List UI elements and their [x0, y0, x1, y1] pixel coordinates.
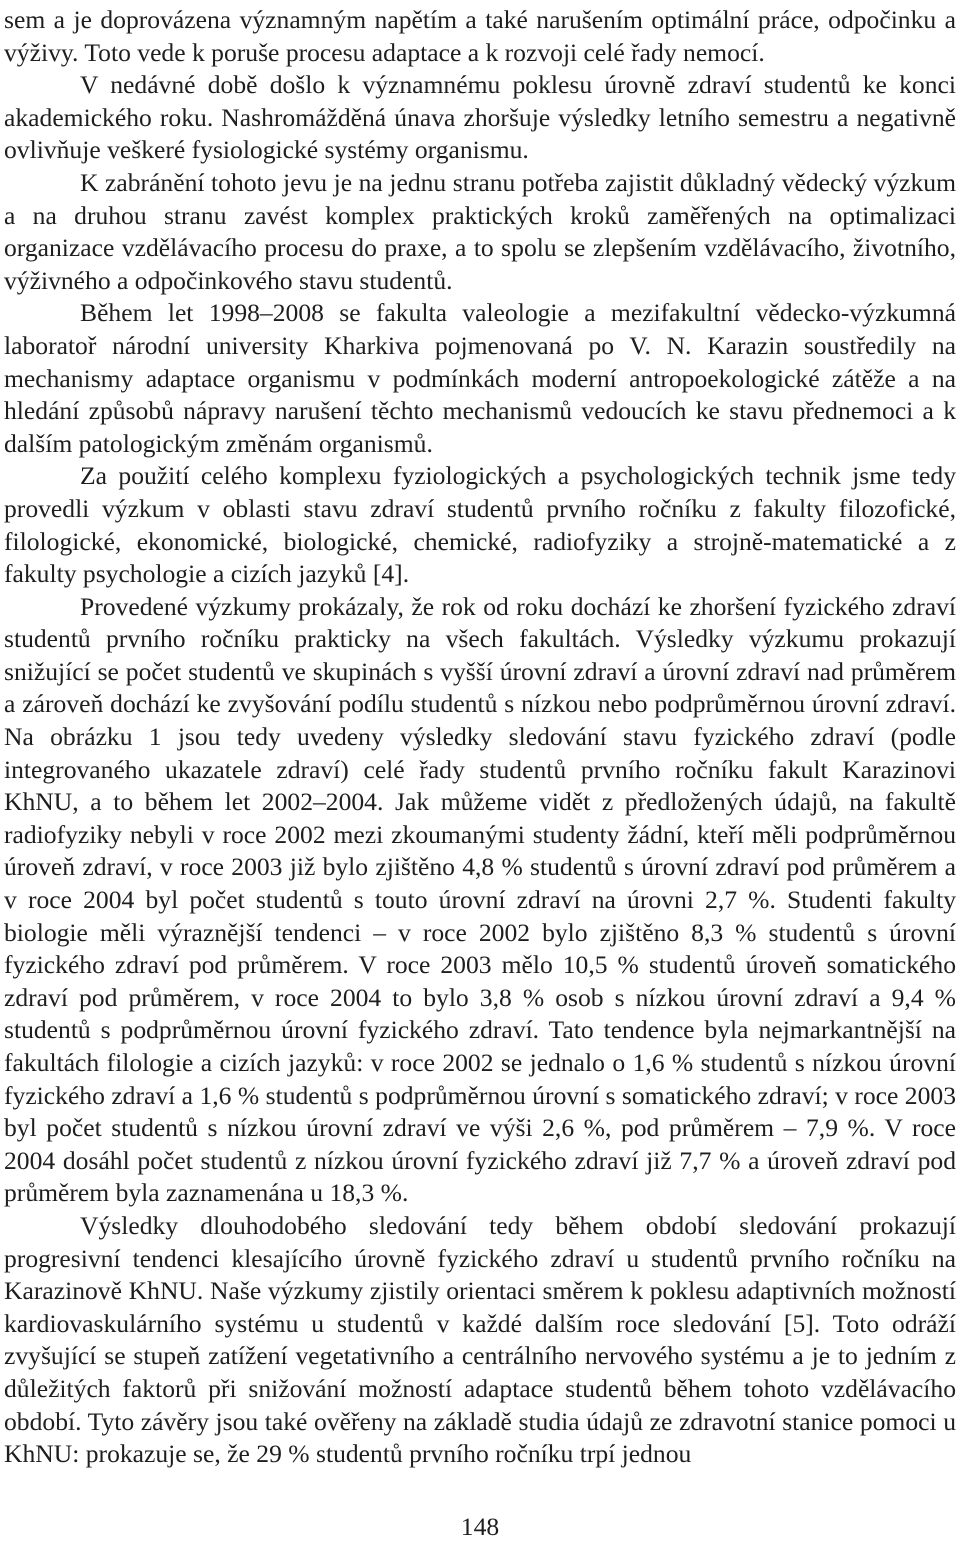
paragraph-3: K zabránění tohoto jevu je na jednu stranu potřeba zajistit důkladný vědecký výzkum a na druhou stranu zavést komplex praktických kroků zaměřených na optimalizaci organizace vzdělávacího procesu do praxe, a to spolu se zlepšením vzdělávacího, životního, výživného a odpočinkového stavu studentů. [4, 167, 956, 295]
paragraph-2: V nedávné době došlo k významnému poklesu úrovně zdraví studentů ke konci akademického roku. Nashromážděná únava zhoršuje výsledky letního semestru a negativně ovlivňuje veškeré fysiologické systémy organismu. [4, 70, 956, 165]
paragraph-5: Za použití celého komplexu fyziologických a psychologických technik jsme tedy provedli výzkum v oblasti stavu zdraví studentů prvního ročníku z fakulty filozofické, filologické, ekonomické, biologické, chemické, radiofyziky a strojně-matematické a z fakulty psychologie a cizích jazyků [4]. [4, 461, 956, 589]
paragraph-4: Během let 1998–2008 se fakulta valeologie a mezifakultní vědecko-výzkumná laboratoř národní university Kharkiva pojmenovaná po V. N. Karazin soustředily na mechanismy adaptace organismu v podmínkách moderní antropoekologické zátěže a na hledání způsobů nápravy narušení těchto mechanismů vedoucích ke stavu přednemoci a k dalším patologickým změnám organismů. [4, 298, 956, 458]
paragraph-1: sem a je doprovázena významným napětím a také narušením optimální práce, odpočinku a výživy. Toto vede k poruše procesu adaptace a k rozvoji celé řady nemocí. [4, 5, 956, 67]
page-number: 148 [460, 1512, 500, 1541]
paragraph-6: Provedené výzkumy prokázaly, že rok od roku dochází ke zhoršení fyzického zdraví studentů prvního ročníku prakticky na všech fakultách. Výsledky výzkumu prokazují snižující se počet studentů ve skupinách s vyšší úrovní zdraví a úrovní zdraví nad průměrem a zároveň dochází ke zvyšování podílu studentů s nízkou nebo podprůměrnou úrovní zdraví. Na obrázku 1 jsou tedy uvedeny výsledky sledování stavu fyzického zdraví (podle integrovaného ukazatele zdraví) celé řady studentů prvního ročníku fakult Karazinovi KhNU, a to během let 2002–2004. Jak můžeme vidět z předložených údajů, na fakultě radiofyziky nebyli v roce 2002 mezi zkoumanými studenty žádní, kteří měli podprůměrnou úroveň zdraví, v roce 2003 již bylo zjištěno 4,8 % studentů s úrovní zdraví pod průměrem a v roce 2004 byl počet studentů s touto úrovní zdraví na úrovni 2,7 %. Studenti fakulty biologie měli výraznější tendenci – v roce 2002 bylo zjištěno 8,3 % studentů s úrovní fyzického zdraví pod průměrem. V roce 2003 mělo 10,5 % studentů úroveň somatického zdraví pod průměrem, v roce 2004 to bylo 3,8 % osob s nízkou úrovní zdraví a 9,4 % studentů s podprůměrnou úrovní fyzického zdraví. Tato tendence byla nejmarkantnější na fakultách filologie a cizích jazyků: v roce 2002 se jednalo o 1,6 % studentů s nízkou úrovní fyzického zdraví a 1,6 % studentů s podprůměrnou úrovní s somatického zdraví; v roce 2003 byl počet studentů s nízkou úrovní zdraví ve výši 2,6 %, pod průměrem – 7,9 %. V roce 2004 dosáhl počet studentů z nízkou úrovní fyzického zdraví již 7,7 % a úroveň zdraví pod průměrem byla zaznamenána u 18,3 %. [4, 591, 956, 1208]
body-text [4, 4, 956, 1471]
paragraph-7: Výsledky dlouhodobého sledování tedy během období sledování prokazují progresivní tendenci klesajícího úrovně fyzického zdraví u studentů prvního ročníku na Karazinově KhNU. Naše výzkumy zjistily orientaci směrem k poklesu adaptivních možností kardiovaskulárního systému u studentů v každé dalším roce sledování [5]. Toto odráží zvyšující se stupeň zatížení vegetativního a centrálního nervového systému a je to jedním z důležitých faktorů při snižování možností adaptace studentů během tohoto vzdělávacího období. Tyto závěry jsou také ověřeny na základě studia údajů ze zdravotní stanice pomoci u KhNU: prokazuje se, že 29 % studentů prvního ročníku trpí jednou [4, 1210, 956, 1469]
